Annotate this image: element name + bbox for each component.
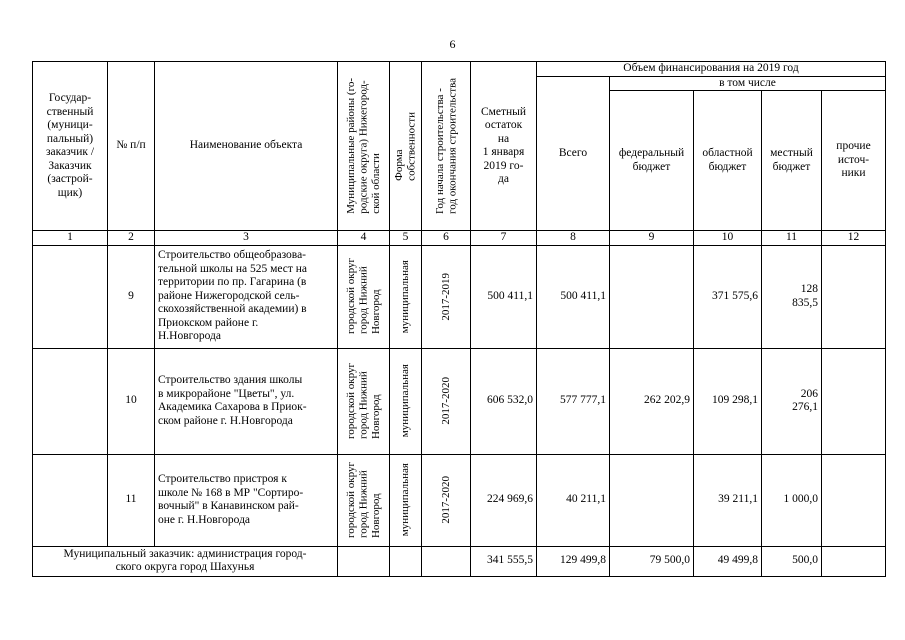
- row-federal: [610, 245, 694, 348]
- row-district: [338, 454, 390, 546]
- row-object: Строительство здания школы в микрорайоне "Цветы", ул. Академика Сахарова в Приок- ском районе г. Н.Новгорода: [155, 348, 338, 454]
- row-customer: [33, 348, 108, 454]
- table-row: [33, 348, 886, 454]
- row-balance: 224 969,6: [471, 454, 537, 546]
- row-num: 10: [108, 348, 155, 454]
- row-regional: 371 575,6: [694, 245, 762, 348]
- col-number: 3: [155, 231, 338, 246]
- row-customer: [33, 245, 108, 348]
- col-number: 11: [762, 231, 822, 246]
- row-district-text: городской округ город Нижний Новгород: [344, 461, 382, 539]
- row-years-text: 2017-2020: [439, 377, 452, 425]
- row-other: [822, 454, 886, 546]
- summary-label: Муниципальный заказчик: администрация город- ского округа город Шахунья: [33, 546, 338, 576]
- row-total: 40 211,1: [537, 454, 610, 546]
- financing-table: [32, 61, 886, 577]
- header-including: в том числе: [610, 76, 886, 91]
- row-ownership-text: муниципальная: [399, 364, 412, 438]
- row-district-text: городской округ город Нижний Новгород: [344, 258, 382, 335]
- header-funding-group: Объем финансирования на 2019 год: [537, 62, 886, 77]
- col-number: 8: [537, 231, 610, 246]
- summary-empty: [390, 546, 422, 576]
- header-federal: федеральный бюджет: [610, 91, 694, 231]
- row-regional: 109 298,1: [694, 348, 762, 454]
- row-ownership: [390, 348, 422, 454]
- summary-federal: 79 500,0: [610, 546, 694, 576]
- row-balance: 500 411,1: [471, 245, 537, 348]
- col-number: 4: [338, 231, 390, 246]
- col-number: 7: [471, 231, 537, 246]
- summary-empty: [422, 546, 471, 576]
- header-num: № п/п: [108, 62, 155, 231]
- row-other: [822, 245, 886, 348]
- row-years: [422, 245, 471, 348]
- header-total: Всего: [537, 76, 610, 231]
- header-customer: Государ- ственный (муници- пальный) заказчик / Заказчик (застрой- щик): [33, 62, 108, 231]
- page-number: 6: [449, 37, 456, 51]
- row-district: [338, 348, 390, 454]
- row-years-text: 2017-2020: [439, 476, 452, 524]
- row-ownership-text: муниципальная: [399, 463, 412, 537]
- row-object: Строительство пристроя к школе № 168 в МР "Сортиро- вочный" в Канавинском рай- оне г. Н.Новгорода: [155, 454, 338, 546]
- col-number: 6: [422, 231, 471, 246]
- row-years: [422, 348, 471, 454]
- row-regional: 39 211,1: [694, 454, 762, 546]
- header-ownership: [390, 62, 422, 231]
- header-years: [422, 62, 471, 231]
- row-customer: [33, 454, 108, 546]
- table-row: [33, 245, 886, 348]
- table-row: [33, 454, 886, 546]
- summary-row: [33, 546, 886, 576]
- row-balance: 606 532,0: [471, 348, 537, 454]
- row-ownership: [390, 245, 422, 348]
- row-num: 9: [108, 245, 155, 348]
- row-local: 206 276,1: [762, 348, 822, 454]
- row-local: 1 000,0: [762, 454, 822, 546]
- row-local: 128 835,5: [762, 245, 822, 348]
- row-years-text: 2017-2019: [439, 272, 452, 321]
- row-other: [822, 348, 886, 454]
- row-num: 11: [108, 454, 155, 546]
- summary-total: 129 499,8: [537, 546, 610, 576]
- row-district-text: городской округ город Нижний Новгород: [344, 362, 382, 440]
- summary-other: [822, 546, 886, 576]
- summary-empty: [338, 546, 390, 576]
- header-district: [338, 62, 390, 231]
- row-federal: [610, 454, 694, 546]
- summary-balance: 341 555,5: [471, 546, 537, 576]
- summary-regional: 49 499,8: [694, 546, 762, 576]
- row-total: 577 777,1: [537, 348, 610, 454]
- header-regional: областной бюджет: [694, 91, 762, 231]
- row-object: Строительство общеобразова- тельной школы на 525 мест на территории по пр. Гагарина (в районе Нижегородской сель- скохозяйственной академии) в Приокском районе г. Н.Новгорода: [155, 245, 338, 348]
- col-number: 2: [108, 231, 155, 246]
- row-ownership-text: муниципальная: [399, 259, 412, 334]
- summary-local: 500,0: [762, 546, 822, 576]
- header-other: прочие источ- ники: [822, 91, 886, 231]
- col-number: 9: [610, 231, 694, 246]
- col-number: 10: [694, 231, 762, 246]
- col-number: 1: [33, 231, 108, 246]
- header-balance: Сметный остаток на 1 января 2019 го- да: [471, 62, 537, 231]
- header-local: местный бюджет: [762, 91, 822, 231]
- row-district: [338, 245, 390, 348]
- col-number: 12: [822, 231, 886, 246]
- col-number: 5: [390, 231, 422, 246]
- header-object: Наименование объекта: [155, 62, 338, 231]
- header-years-text: Год начала строительства - год окончания строительства: [433, 78, 458, 214]
- row-ownership: [390, 454, 422, 546]
- column-numbers-row: [33, 231, 886, 246]
- row-years: [422, 454, 471, 546]
- header-district-text: Муниципальные районы (го- родские округа) Нижегород- ской области: [344, 78, 382, 214]
- row-total: 500 411,1: [537, 245, 610, 348]
- row-federal: 262 202,9: [610, 348, 694, 454]
- header-ownership-text: Форма собственности: [393, 111, 418, 181]
